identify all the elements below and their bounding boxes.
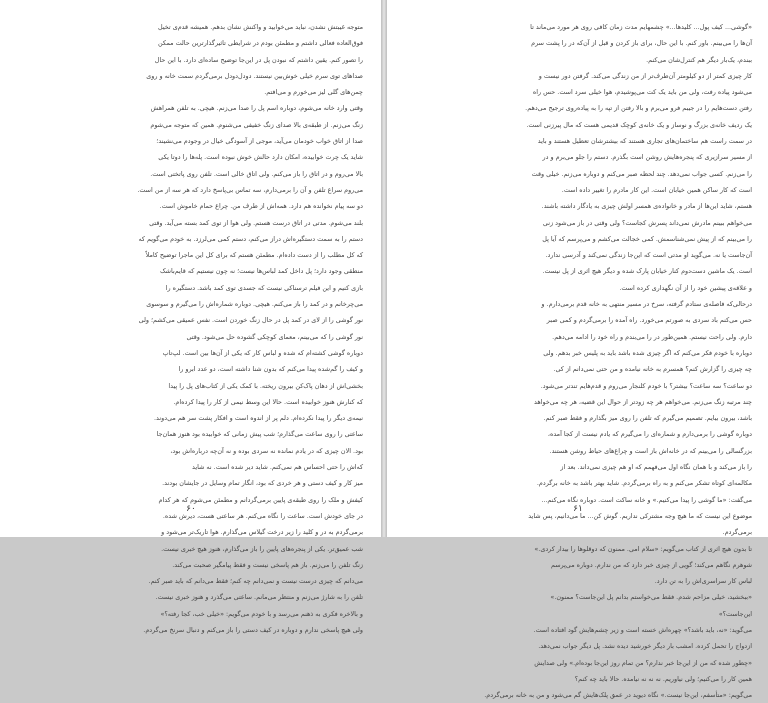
right-page-number: ۶۱ <box>573 504 583 514</box>
text-line: چه چیزی را گزارش کنم؟ همسرم به خانه نیامده و من حتی نمی‌دانم از کی. <box>553 365 752 374</box>
text-line: که‌اش را حتی احساس هم نمی‌کنم. شاید دیر شده است. نه شاید <box>191 463 363 472</box>
text-line: رفتن دست‌هایم را در جیبم فرو می‌برم و بالا رفتن از تپه را به پیاده‌روی ترجیح می‌دهم. <box>525 104 752 113</box>
text-line: دوباره با خودم فکر می‌کنم که اگر چیزی شده باشد باید به پلیس خبر بدهم. ولی <box>543 348 752 357</box>
text-line: بازی کنیم و این فیلم ترسناکی نیست که جسدی توی کمد باشد. دستگیره را <box>165 283 363 292</box>
text-line: ببندم، یک‌بار دیگر هم کنترل‌شان می‌کنم. <box>646 55 752 64</box>
text-line: دارم. ولی راحت نیستم. همین‌طور در را می‌بندم و راه خود را ادامه می‌دهم. <box>552 332 752 341</box>
text-line: برمی‌گردم. <box>722 528 752 537</box>
text-line: را می‌زنم. کسی جواب نمی‌دهد. چند لحظه صبر می‌کنم و دوباره می‌زنم. خیلی وقت <box>531 169 752 178</box>
text-line: آن‌جاست یا نه. می‌گوید او مدتی است که این‌جا زندگی نمی‌کند و آدرسی ندارد. <box>545 251 752 260</box>
text-line: که کل مطلب را از دست داده‌ام. مطمئن هستم که برای کل این ماجرا توضیح کاملاً <box>145 251 363 260</box>
text-line: می‌شود پیاده رفت، ولی من باید یک کت می‌پوشیدم، هوا خیلی سرد است. حس راه <box>532 88 752 97</box>
text-line: وقتی وارد خانه می‌شوم، دوباره اسم پل را صدا می‌زنم. هیچی. به تلفن همراهش <box>150 104 363 113</box>
text-line: می‌گفت: «ما گوشی را پیدا می‌کنیم.» و خانه ساکت است. دوباره نگاه می‌کنم... <box>541 495 752 504</box>
text-line: متوجه غیبتش نشدن، نباید می‌خوابید و واکنش نشان بدهم. همیشه قدم‌ی تخیل <box>158 23 363 31</box>
text-line: برمی‌گردم به در و کلید را زیر درخت گیلاس می‌گذارم. هوا تاریک‌تر می‌شود و <box>161 528 363 537</box>
text-line: دستم را به سمت دستگیره‌اش دراز می‌کنم، دستم کمی می‌لرزد. به خودم می‌گویم که <box>138 234 363 243</box>
text-line: و بالاخره فکری به ذهنم می‌رسد و با خودم می‌گویم: «خیلی خب، کجا رفته؟» <box>160 609 363 618</box>
text-line: «چطور شده که من از این‌جا خبر ندارم؟ من تمام روز این‌جا بوده‌ام.» ولی صدایش <box>534 658 752 667</box>
text-line: بخشی‌اش از دهان پاک‌کن بیرون ریخته. با کمک یکی از کتاب‌های پل را پیدا <box>168 381 363 390</box>
text-line: صدا از اتاق خواب خودمان می‌آید، موجی از آسودگی خیال در وجودم می‌نشیند؛ <box>156 137 363 146</box>
right-page <box>387 0 768 700</box>
text-line: دو سه پیام نخوانده هم دارد. همه‌اش از طرف من. چراغ حمام خاموش است. <box>159 202 363 211</box>
text-line: می‌چرخانم و در کمد را باز می‌کنم. هیچی. دوباره شماره‌اش را می‌گیرم و سوسوی <box>146 300 363 309</box>
text-line: «ببخشید، خیلی مزاحم شدم. فقط می‌خواستم بدانم پل این‌جاست؟ ممنون.» <box>550 593 752 602</box>
text-line: لباس کار سراسری‌اش را به تن دارد. <box>654 577 752 586</box>
text-line: را تصور کنم. یقین داشتم که نبودن پل در این‌جا توضیح ساده‌ای دارد. با این حال <box>154 55 363 64</box>
text-line: مکالمه‌ای کوتاه تشکر می‌کنم و به راه برمی‌گردم. شاید بهتر باشد به خانه برگردم. <box>536 479 752 488</box>
text-line: تا بدون هیچ اثری از کتاب می‌گویم: «سلام امی. ممنون که دوقلوها را بیدار کردی.» <box>534 544 752 553</box>
text-line: منطقی وجود دارد؛ پل داخل کمد لباس‌ها نیست؛ نه چون نیستیم که قایم‌باشک <box>159 267 363 276</box>
text-line: نور گوشی را که می‌بینم، معمای کوچکی گشوده حل می‌شود. وقتی <box>186 332 363 341</box>
text-line: همین کار را می‌کنیم؛ ولی نیاوریم. نه نه نه نیامده. حالا باید چه کنم؟ <box>574 674 752 683</box>
text-line: را می‌بینم که از پیش نمی‌شناسمش. کمی خجالت می‌کشم و می‌پرسم که آیا پل <box>542 234 752 243</box>
text-line: و کیف را گم‌شده پیدا می‌کنم که بدون شنا داشته است، دو عدد ابرو را <box>178 365 363 374</box>
text-line: و علاقه‌ی پیشین خود را از آن نگهداری کرده است. <box>619 283 752 292</box>
text-line: زنگ تلفن را می‌زنم. باز هم پاسخی نیست و فقط پیامگیر صحبت می‌کند. <box>172 560 363 569</box>
text-line: باشد، بیرون بیایم. تصمیم می‌گیرم که تلفن را روی میز بگذارم و فقط صبر کنم. <box>543 414 752 423</box>
text-line: میز کار و کیف دستی و هر خردی که بود، انگار تمام وسایل در جایشان بودند. <box>162 479 363 488</box>
text-line: شاید یک چرت خوابیده، امکان دارد حالش خوش نبوده است. پله‌ها را دوتا یکی <box>158 153 363 162</box>
text-line: موضوع این نیست که ما هیچ وجه مشترکی نداریم. گوش کن... ما می‌دانیم، پس شاید <box>528 511 752 520</box>
text-line: بزرگسالی را می‌بینم که در خانه‌اش باز است و چراغ‌های حیاط روشن هستند. <box>549 446 752 455</box>
text-line: ساعتی را روی ساعت می‌گذارم؛ شب پیش زمانی که خوابیده بود هنوز همان‌جا <box>156 430 363 439</box>
text-line: در سمت راست هم ساختمان‌های تجاری هستند که بیشترشان تعطیل هستند و باید <box>537 137 752 146</box>
text-line: «گوشی... کیف پول... کلیدها...» چشمهایم مدت زمان کافی روی هر مورد می‌ماند تا <box>530 23 752 31</box>
text-line: دوباره گوشی کشته‌ام که شده و لباس کار که یکی از آن‌ها بین است. لپ‌تاپ <box>162 348 363 357</box>
text-line: یک ردیف خانه‌ی بزرگ و نوساز و یک خانه‌ی کوچک قدیمی هست که مال پیرزنی است. <box>526 120 752 129</box>
right-page-text <box>408 19 752 703</box>
left-page <box>0 0 381 634</box>
text-line: بلند می‌شوم. مدتی در اتاق درست هستم. ولی هوا از توی کمد بسته می‌آید. وقتی <box>149 218 363 227</box>
text-line: نور گوشی را از لای در کمد پل در حال زنگ خوردن است. نفس عمیقی می‌کشم؛ ولی <box>138 316 363 325</box>
text-line: می‌روم سراغ تلفن و آن را برمی‌دارم، سه تماس بی‌پاسخ دارد که هر سه از من است. <box>137 185 363 194</box>
text-line: دوباره گوشی را برمی‌دارم و شماره‌ای را می‌گیرم که یادم نیست از کجا آمده، <box>547 430 752 439</box>
text-line: که کنارش هنوز خوابیده است. حالا این وسط نیمی از کار را پیدا کرده‌ام. <box>173 397 363 406</box>
text-line: آن‌ها را می‌بینم. باور کنم. با این حال، برای باز کردن و قبل از آن‌که در را پشت سرم <box>531 39 752 48</box>
text-line: ولی هیچ پاسخی ندارم و دوباره در کیف دستی را باز می‌کنم و دنبال سرنخ می‌گردم. <box>143 625 363 634</box>
text-line: تلفن را به شارژ می‌زنم و منتظر می‌مانم. ساعتی می‌گذرد و هنوز خبری نیست. <box>155 593 363 602</box>
text-line: بالا می‌روم و در اتاق را باز می‌کنم. ولی اتاق خالی است. تلفن روی پاتختی است. <box>150 169 363 178</box>
left-page-number: ۶۰ <box>186 504 196 514</box>
text-line: چند مرتبه زنگ می‌زنم. می‌خواهم هر چه زودتر از حوال این قضیه، هر چه می‌خواهد <box>534 397 752 406</box>
text-line: از مسیر سرازیری که پنجره‌هایش روشن است بگذرم. دستم را جلو می‌برم و در <box>542 153 752 162</box>
text-line: می‌خواهم ببینم مادرش نمی‌داند پسرش کجاست؟ ولی وقتی در باز می‌شود زنی <box>542 218 752 227</box>
text-line: دو ساعت؟ سه ساعت؟ بیشتر؟ با خودم کلنجار می‌روم و قدم‌هایم تندتر می‌شود. <box>540 381 752 390</box>
text-line: هستم، شاید این‌ها از مادر و خانواده‌ی همسر اولش چیزی به یادگار داشته باشند. <box>541 202 752 211</box>
text-line: فوق‌العاده فعالی داشتم و مطمئن بودم در شرایطی تاثیرگذارترین حالت ممکن <box>158 39 363 48</box>
text-line: صداهای توی سرم خیلی خوش‌بین نیستند. دودل‌دودل برمی‌گردم سمت خانه و روی <box>146 71 363 80</box>
text-line: ازدواج را تحمل کرده. امشب بار دیگر خورشید دیده نشد. پل دیگر جواب نمی‌دهد. <box>538 642 752 651</box>
text-line: کیفش و ملک را روی طبقه‌ی پایین برمی‌گردانم و مطمئن می‌شوم که هر کدام <box>158 495 363 504</box>
text-line: درحالی‌که فاصله‌ی ستادم گرفته، سرخ در مسیر منتهی به خانه قدم برمی‌دارم. و <box>541 300 752 309</box>
text-line: است که کار ساکن همین خیابان است. این کار مادرم را تغییر داده است. <box>561 185 752 194</box>
text-line: می‌گوید: «نه، باید باشد؟» چهره‌اش خسته است و زیر چشم‌هایش گود افتاده است. <box>533 625 752 634</box>
text-line: در جای خودش است. ساعت را نگاه می‌کنم. هر ساعتی هست، دیرش شده. <box>162 511 363 520</box>
text-line: این‌جاست؟» <box>718 609 752 618</box>
text-line: شب عمیق‌تر. یکی از پنجره‌های پایین را باز می‌گذارم، هنوز هیچ خبری نیست. <box>161 544 363 553</box>
text-line: چمن‌های گلی لیز می‌خورم و می‌افتم. <box>264 88 363 97</box>
text-line: می‌دانم که چیزی درست نیست و نمی‌دانم چه کنم؛ فقط می‌دانم که باید صبر کنم. <box>148 577 363 586</box>
text-line: حس می‌کنم باد سردی به صورتم می‌خورد. راه آمده را برمی‌گردم و کمی صبر <box>546 316 752 325</box>
text-line: زنگ می‌زنم. از طبقه‌ی بالا صدای زنگ خفیفی می‌شنوم. همین که متوجه می‌شوم <box>150 120 363 129</box>
text-line: کار چیزی کمتر از دو کیلومتر آن‌طرف‌تر از من زندگی می‌کند. گرفتن دور نیست و <box>538 71 752 80</box>
text-line: بود. الان چیزی که در یادم نمانده نه سردی بوده و نه آن‌چه درباره‌اش بود، <box>170 446 363 455</box>
left-page-text <box>19 19 363 638</box>
text-line: می‌گویم: «متأسفم، این‌جا نیست.» نگاه دیوید در عمق پلک‌هایش گم می‌شود و من به خانه برمی‌گردم. <box>484 691 752 700</box>
text-line: نیمه‌ی دیگر را پیدا نکرده‌ام. دلم پر از اندوه است و افکار پشت سر هم می‌دوند. <box>153 414 363 423</box>
text-line: را باز می‌کند و با همان نگاه اول می‌فهمم که او هم چیزی نمی‌داند. بعد از <box>560 463 752 472</box>
text-line: شوهرم نگاهم می‌کند؛ گویی از چیزی خبر دارد که من ندارم. دوباره می‌پرسم <box>550 560 752 569</box>
text-line: است. یک ماشین دست‌دوم کنار خیابان پارک شده و دیگر هیچ اثری از پل نیست. <box>542 267 752 276</box>
